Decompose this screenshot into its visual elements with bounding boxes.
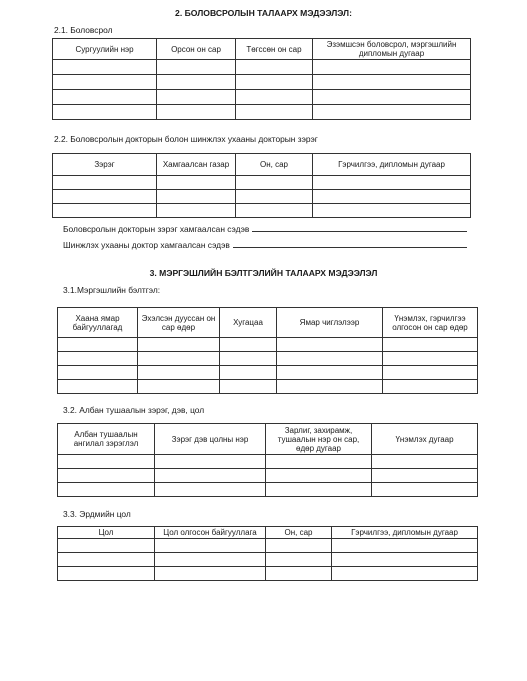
table-row[interactable] bbox=[58, 553, 478, 567]
header-position-class: Албан тушаалын ангилал зэрэглэл bbox=[58, 424, 155, 455]
table-row[interactable] bbox=[58, 455, 478, 469]
header-field: Ямар чиглэлээр bbox=[277, 308, 383, 338]
table-row[interactable] bbox=[53, 190, 471, 204]
subsection-3-2-label: 3.2. Албан тушаалын зэрэг, дэв, цол bbox=[63, 405, 205, 415]
section-2-title: 2. БОЛОВСРОЛЫН ТАЛААРХ МЭДЭЭЛЭЛ: bbox=[175, 8, 352, 18]
table-row[interactable] bbox=[58, 567, 478, 581]
header-diploma-number: Эзэмшсэн боловсрол, мэргэшлийн диплом​ын дугаар bbox=[313, 39, 471, 60]
subsection-3-3-label: 3.3. Эрдмийн цол bbox=[63, 509, 131, 519]
header-year-month: Он, сар bbox=[266, 527, 332, 539]
table-row[interactable] bbox=[53, 105, 471, 120]
science-doctorate-topic-field[interactable] bbox=[63, 240, 467, 250]
table-row[interactable] bbox=[58, 539, 478, 553]
table-row[interactable] bbox=[58, 483, 478, 497]
table-row[interactable] bbox=[58, 366, 478, 380]
science-doctorate-topic-label: Шинжлэх ухааны доктор хамгаалсан сэдэв bbox=[63, 240, 230, 250]
header-entry-date: Орсон он сар bbox=[157, 39, 236, 60]
academic-title-table bbox=[57, 526, 478, 581]
header-organization: Хаана ямар байгууллагад bbox=[58, 308, 138, 338]
header-duration: Хугацаа bbox=[220, 308, 277, 338]
education-table bbox=[52, 38, 471, 120]
header-certificate-number: Гэрчилгээ, дипломын дугаар bbox=[313, 154, 471, 176]
table-row[interactable] bbox=[53, 90, 471, 105]
education-doctorate-topic-label: Боловсролын докторын зэрэг хамгаалсан сэдэв bbox=[63, 224, 250, 234]
table-row[interactable] bbox=[53, 204, 471, 218]
section-3-title: 3. МЭРГЭШЛИЙН БЭЛТГЭЛИЙН ТАЛААРХ МЭДЭЭЛЭЛ bbox=[149, 268, 378, 278]
rank-table bbox=[57, 423, 478, 497]
education-doctorate-topic-field[interactable] bbox=[63, 224, 467, 234]
header-certificate-number: Гэрчилгээ, дипломын дугаар bbox=[332, 527, 478, 539]
header-awarding-organization: Цол олгосон байгууллага bbox=[155, 527, 266, 539]
table-row[interactable] bbox=[53, 75, 471, 90]
header-graduation-date: Төгссөн он сар bbox=[236, 39, 313, 60]
fill-line[interactable] bbox=[252, 231, 467, 232]
table-row[interactable] bbox=[58, 380, 478, 394]
header-degree: Зэрэг bbox=[53, 154, 157, 176]
table-row[interactable] bbox=[58, 352, 478, 366]
header-start-end-date: Эхэлсэн дууссан он сар өдөр bbox=[138, 308, 220, 338]
table-row[interactable] bbox=[53, 176, 471, 190]
subsection-2-2-label: 2.2. Боловсролын докторын болон шинжлэх ухааны докторын зэрэг bbox=[54, 134, 318, 144]
header-defended-place: Хамгаалсан газар bbox=[157, 154, 236, 176]
table-row[interactable] bbox=[58, 469, 478, 483]
header-decree: Зарлиг, захирамж, тушаалын нэр он сар, өдөр дугаар bbox=[266, 424, 372, 455]
header-year-month: Он, сар bbox=[236, 154, 313, 176]
header-title: Цол bbox=[58, 527, 155, 539]
fill-line[interactable] bbox=[233, 247, 467, 248]
subsection-2-1-label: 2.1. Боловсрол bbox=[54, 25, 113, 35]
table-row[interactable] bbox=[53, 60, 471, 75]
header-school-name: Сургуулийн нэр bbox=[53, 39, 157, 60]
subsection-3-1-label: 3.1.Мэргэшлийн бэлтгэл: bbox=[63, 285, 161, 295]
table-row[interactable] bbox=[58, 338, 478, 352]
header-rank-name: Зэрэг дэв цолны нэр bbox=[155, 424, 266, 455]
header-id-number: Үнэмлэх дугаар bbox=[372, 424, 478, 455]
header-certificate-date: Үнэмлэх, гэрчилгээ олгосон он сар өдөр bbox=[383, 308, 478, 338]
training-table bbox=[57, 307, 478, 394]
doctorate-table bbox=[52, 153, 471, 218]
